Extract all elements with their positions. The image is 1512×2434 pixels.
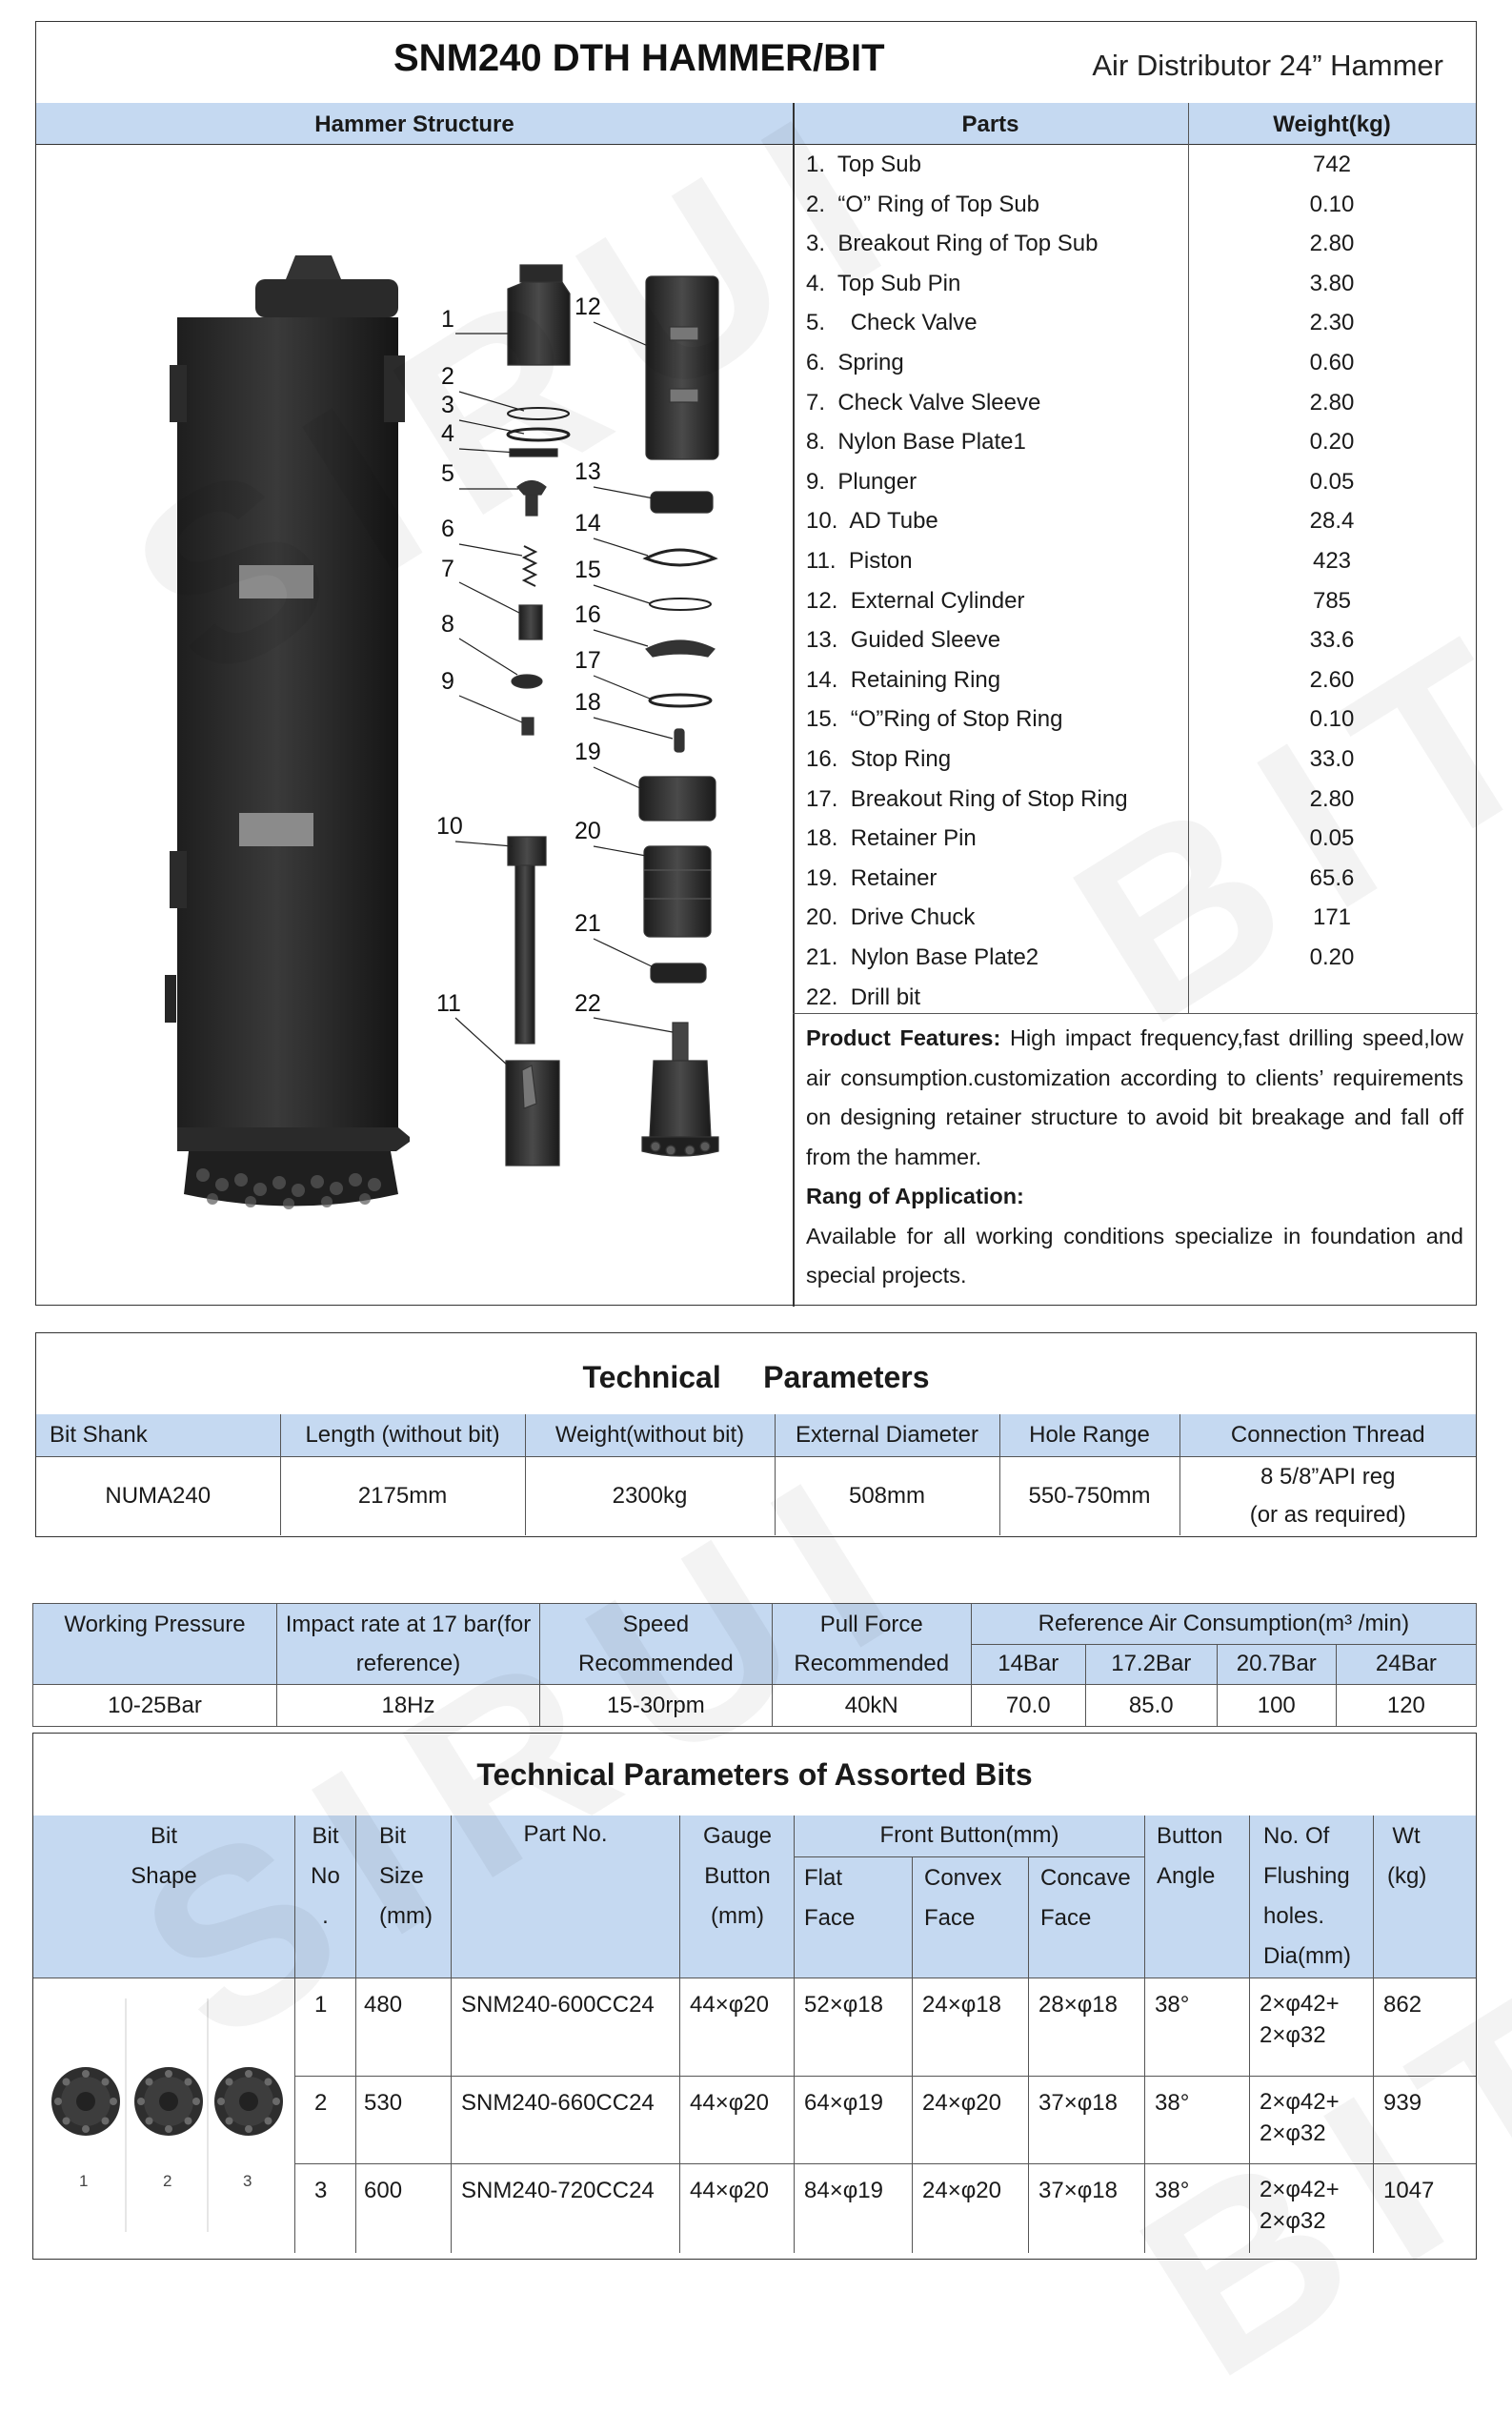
convex-face: 24×φ20: [913, 2077, 1029, 2164]
part-name: 19. Retainer: [806, 864, 937, 891]
flushing-line-1: 2×φ42+: [1260, 2089, 1340, 2116]
bit-shape-images: [34, 1979, 293, 2252]
part-weight: 0.05: [1309, 468, 1355, 495]
flushing-line-2: 2×φ32: [1260, 2208, 1326, 2235]
th-air-20: 20.7Bar: [1217, 1644, 1336, 1685]
diagram-label: 20: [575, 818, 601, 844]
part-row: [798, 899, 1475, 938]
part-name: 5. Check Valve: [806, 310, 978, 336]
bit-no: 1: [295, 1978, 356, 2077]
gauge-button: 44×φ20: [680, 2164, 795, 2253]
bit-face-icon: [214, 2067, 283, 2136]
concave-face: 37×φ18: [1029, 2164, 1145, 2253]
flushing-holes: [1250, 1978, 1374, 2077]
diagram-label: 11: [436, 990, 461, 1017]
bit-no: 3: [295, 2164, 356, 2253]
button-angle: 38°: [1145, 2077, 1250, 2164]
td-air-24: 120: [1336, 1685, 1476, 1727]
part-row: [798, 979, 1475, 1018]
part-weight: 2.80: [1309, 389, 1355, 416]
part-name: 16. Stop Ring: [806, 746, 952, 772]
diagram-label: 8: [441, 611, 454, 638]
part-weight: 28.4: [1309, 508, 1355, 535]
part-weight: 0.05: [1309, 825, 1355, 852]
th-impact-rate: Impact rate at 17 bar(for reference): [277, 1604, 540, 1685]
part-name: 2. “O” Ring of Top Sub: [806, 191, 1040, 217]
diagram-label: 17: [575, 647, 601, 674]
th-air-14: 14Bar: [971, 1644, 1085, 1685]
flushing-line-1: 2×φ42+: [1260, 2177, 1340, 2203]
col-hammer-structure: Hammer Structure: [314, 112, 514, 137]
th-gauge: [680, 1815, 795, 1978]
part-row: [798, 860, 1475, 899]
th-convex-face: [913, 1856, 1029, 1978]
diagram-label: 6: [441, 516, 454, 542]
diagram-label: 21: [575, 910, 601, 937]
concave-face: 28×φ18: [1029, 1978, 1145, 2077]
th-length: Length (without bit): [280, 1414, 525, 1456]
diagram-label: 16: [575, 601, 601, 628]
flushing-line-1: 2×φ42+: [1260, 1991, 1340, 2017]
part-weight: 171: [1312, 904, 1352, 931]
product-features: [806, 1019, 1463, 1296]
part-row: [798, 463, 1475, 502]
part-weight: 33.6: [1309, 627, 1355, 654]
bit-size: 600: [356, 2164, 452, 2253]
td-impact-rate: 18Hz: [277, 1685, 540, 1727]
application-text: Available for all working conditions specialize in foundation and special projects.: [806, 1223, 1463, 1288]
part-row: [798, 939, 1475, 978]
part-name: 18. Retainer Pin: [806, 825, 977, 852]
bits-title: Technical Parameters of Assorted Bits: [476, 1757, 1033, 1792]
td-air-14: 70.0: [971, 1685, 1085, 1727]
diagram-label: 2: [441, 363, 454, 390]
bit-size: 480: [356, 1978, 452, 2077]
th-hole-range: Hole Range: [999, 1414, 1179, 1456]
th-button-angle: [1145, 1815, 1250, 1978]
part-name: 15. “O”Ring of Stop Ring: [806, 706, 1063, 733]
part-name: 3. Breakout Ring of Top Sub: [806, 231, 1099, 257]
part-name: 13. Guided Sleeve: [806, 627, 1001, 654]
th-concave-face: [1029, 1856, 1145, 1978]
th-concave-face-label: Concave Face: [1040, 1864, 1131, 1931]
th-bit-shape-label: Bit Shape: [131, 1823, 197, 1889]
bit-shape-label: 3: [243, 2172, 252, 2190]
diagram-label: 3: [441, 392, 454, 418]
th-flat-face-label: Flat Face: [804, 1864, 856, 1931]
part-weight: 2.80: [1309, 785, 1355, 812]
part-row: [798, 304, 1475, 343]
td-bit-shank: NUMA240: [36, 1456, 280, 1535]
part-no: SNM240-660CC24: [452, 2077, 680, 2164]
part-name: 7. Check Valve Sleeve: [806, 389, 1041, 416]
part-row: [798, 423, 1475, 462]
part-row: [798, 384, 1475, 423]
gauge-button: 44×φ20: [680, 1978, 795, 2077]
page-title: SNM240 DTH HAMMER/BIT: [393, 37, 885, 79]
td-air-17: 85.0: [1085, 1685, 1217, 1727]
assembled-hammer: [165, 255, 410, 1209]
divider: [793, 103, 795, 1307]
th-bit-size-label: Bit Size (mm): [379, 1823, 433, 1929]
th-working-pressure: Working Pressure: [33, 1604, 277, 1685]
part-name: 4. Top Sub Pin: [806, 270, 961, 296]
th-flushing: [1250, 1815, 1374, 1978]
part-name: 21. Nylon Base Plate2: [806, 944, 1039, 970]
exploded-parts: [506, 265, 570, 1166]
part-weight: 785: [1312, 587, 1352, 614]
th-bit-shank: Bit Shank: [36, 1414, 280, 1456]
td-air-20: 100: [1217, 1685, 1336, 1727]
part-row: [798, 146, 1475, 185]
tech-params-title: Technical Parameters: [582, 1360, 930, 1394]
bit-weight: 1047: [1374, 2164, 1477, 2253]
flushing-line-2: 2×φ32: [1260, 2120, 1326, 2147]
bit-face-icon: [134, 2067, 203, 2136]
part-row: [798, 542, 1475, 581]
th-front-button: Front Button(mm): [795, 1815, 1145, 1856]
diagram-label: 4: [441, 420, 454, 447]
flat-face: 84×φ19: [795, 2164, 913, 2253]
part-row: [798, 621, 1475, 660]
flat-face: 64×φ19: [795, 2077, 913, 2164]
part-row: [798, 502, 1475, 541]
part-weight: 2.80: [1309, 231, 1355, 257]
part-row: [798, 781, 1475, 820]
part-name: 14. Retaining Ring: [806, 666, 1001, 693]
part-row: [798, 661, 1475, 700]
part-name: 1. Top Sub: [806, 152, 921, 177]
part-row: [798, 700, 1475, 740]
bit-no: 2: [295, 2077, 356, 2164]
part-name: 8. Nylon Base Plate1: [806, 429, 1026, 456]
title-bar: [36, 22, 1476, 104]
th-bit-no-label: Bit No .: [311, 1823, 340, 1929]
button-angle: 38°: [1145, 2164, 1250, 2253]
bit-weight: 939: [1374, 2077, 1477, 2164]
diagram-label: 14: [575, 510, 601, 537]
bit-shape-cell: [33, 1978, 295, 2254]
part-weight: 2.60: [1309, 666, 1355, 693]
bit-shape-label: 1: [79, 2172, 89, 2190]
gauge-button: 44×φ20: [680, 2077, 795, 2164]
part-weight: 33.0: [1309, 746, 1355, 772]
flushing-line-2: 2×φ32: [1260, 2022, 1326, 2048]
page-subtitle: Air Distributor 24” Hammer: [1092, 49, 1443, 82]
diagram-label: 13: [575, 458, 601, 485]
td-weight: 2300kg: [525, 1456, 775, 1535]
diagram-label: 1: [441, 306, 454, 333]
col-weight: Weight(kg): [1273, 112, 1391, 137]
hammer-diagram: [36, 146, 793, 1307]
part-name: 6. Spring: [806, 350, 904, 375]
th-button-angle-label: Button Angle: [1157, 1823, 1223, 1889]
th-air-consumption: Reference Air Consumption(m³ /min): [971, 1604, 1476, 1645]
part-row: [798, 186, 1475, 225]
th-flushing-label: No. Of Flushing holes. Dia(mm): [1263, 1823, 1351, 1969]
th-bit-no: [295, 1815, 356, 1978]
connection-thread-2: (or as required): [1249, 1501, 1406, 1528]
bits-table: [33, 1815, 1476, 2253]
working-params-table: [32, 1603, 1477, 1727]
application-label: Rang of Application:: [806, 1184, 1024, 1208]
button-angle: 38°: [1145, 1978, 1250, 2077]
structure-section: [35, 21, 1477, 1306]
col-parts: Parts: [961, 112, 1019, 137]
flushing-holes: [1250, 2164, 1374, 2253]
td-pull-force: 40kN: [772, 1685, 971, 1727]
th-weight: Weight(without bit): [525, 1414, 775, 1456]
part-row: [798, 225, 1475, 264]
td-speed: 15-30rpm: [540, 1685, 773, 1727]
part-weight: 2.30: [1309, 310, 1355, 336]
th-bit-shape: [33, 1815, 295, 1978]
th-external-diameter: External Diameter: [775, 1414, 999, 1456]
features-text: High impact frequency,fast drilling speed,low air consumption.customization according to clients’ requirements on designing retainer structure to avoid bit breakage and fall off from the hammer.: [806, 1025, 1463, 1169]
diagram-label: 22: [575, 990, 601, 1017]
connection-thread-1: 8 5/8”API reg: [1260, 1463, 1396, 1490]
flat-face: 52×φ18: [795, 1978, 913, 2077]
td-external-diameter: 508mm: [775, 1456, 999, 1535]
bit-face-icon: [51, 2067, 120, 2136]
td-length: 2175mm: [280, 1456, 525, 1535]
part-no: SNM240-720CC24: [452, 2164, 680, 2253]
part-weight: 423: [1312, 548, 1352, 574]
part-weight: 3.80: [1309, 270, 1355, 296]
part-name: 11. Piston: [806, 548, 913, 574]
bit-size: 530: [356, 2077, 452, 2164]
part-weight: 65.6: [1309, 864, 1355, 891]
th-speed: Speed Recommended: [540, 1604, 773, 1685]
diagram-label: 18: [575, 689, 601, 716]
part-weight: 742: [1312, 152, 1352, 177]
th-air-17: 17.2Bar: [1085, 1644, 1217, 1685]
th-gauge-label: Gauge Button (mm): [702, 1823, 773, 1929]
diagram-label: 19: [575, 739, 601, 765]
part-name: 12. External Cylinder: [806, 587, 1025, 614]
th-air-24: 24Bar: [1336, 1644, 1476, 1685]
th-part-no: Part No.: [452, 1815, 680, 1978]
td-hole-range: 550-750mm: [999, 1456, 1179, 1535]
tech-params-section: [35, 1332, 1477, 1537]
diagram-label: 5: [441, 460, 454, 487]
diagram-label: 7: [441, 556, 454, 582]
th-convex-face-label: Convex Face: [924, 1864, 1002, 1931]
part-name: 10. AD Tube: [806, 508, 938, 535]
structure-header-row: [36, 103, 1476, 145]
bit-shape-label: 2: [163, 2172, 172, 2190]
flushing-holes: [1250, 2077, 1374, 2164]
bits-section: [32, 1733, 1477, 2260]
part-no: SNM240-600CC24: [452, 1978, 680, 2077]
part-row: [798, 820, 1475, 859]
part-row: [798, 344, 1475, 383]
td-connection-thread: [1179, 1456, 1476, 1535]
th-bit-size: [356, 1815, 452, 1978]
part-weight: 0.20: [1309, 944, 1355, 970]
convex-face: 24×φ20: [913, 2164, 1029, 2253]
td-working-pressure: 10-25Bar: [33, 1685, 277, 1727]
th-pull-force: Pull Force Recommended: [772, 1604, 971, 1685]
diagram-label: 9: [441, 668, 454, 695]
bit-weight: 862: [1374, 1978, 1477, 2077]
th-flat-face: [795, 1856, 913, 1978]
part-row: [798, 740, 1475, 780]
th-wt-label: Wt (kg): [1387, 1823, 1427, 1889]
bit-row: [33, 1978, 1476, 2077]
th-connection-thread: Connection Thread: [1179, 1414, 1476, 1456]
features-label: Product Features:: [806, 1025, 1001, 1050]
part-row: [798, 265, 1475, 304]
part-row: [798, 582, 1475, 621]
part-weight: 0.60: [1309, 350, 1355, 375]
diagram-label: 10: [436, 813, 463, 840]
part-name: 9. Plunger: [806, 468, 917, 495]
concave-face: 37×φ18: [1029, 2077, 1145, 2164]
th-wt: [1374, 1815, 1477, 1978]
part-weight: 0.20: [1309, 429, 1355, 456]
diagram-label: 12: [575, 294, 601, 320]
part-weight: 0.10: [1309, 706, 1355, 733]
part-name: 22. Drill bit: [806, 984, 921, 1010]
diagram-label: 15: [575, 557, 601, 583]
tech-params-table: [36, 1414, 1476, 1535]
part-name: 17. Breakout Ring of Stop Ring: [806, 785, 1128, 812]
part-name: 20. Drive Chuck: [806, 904, 976, 931]
convex-face: 24×φ18: [913, 1978, 1029, 2077]
part-weight: 0.10: [1309, 191, 1355, 217]
